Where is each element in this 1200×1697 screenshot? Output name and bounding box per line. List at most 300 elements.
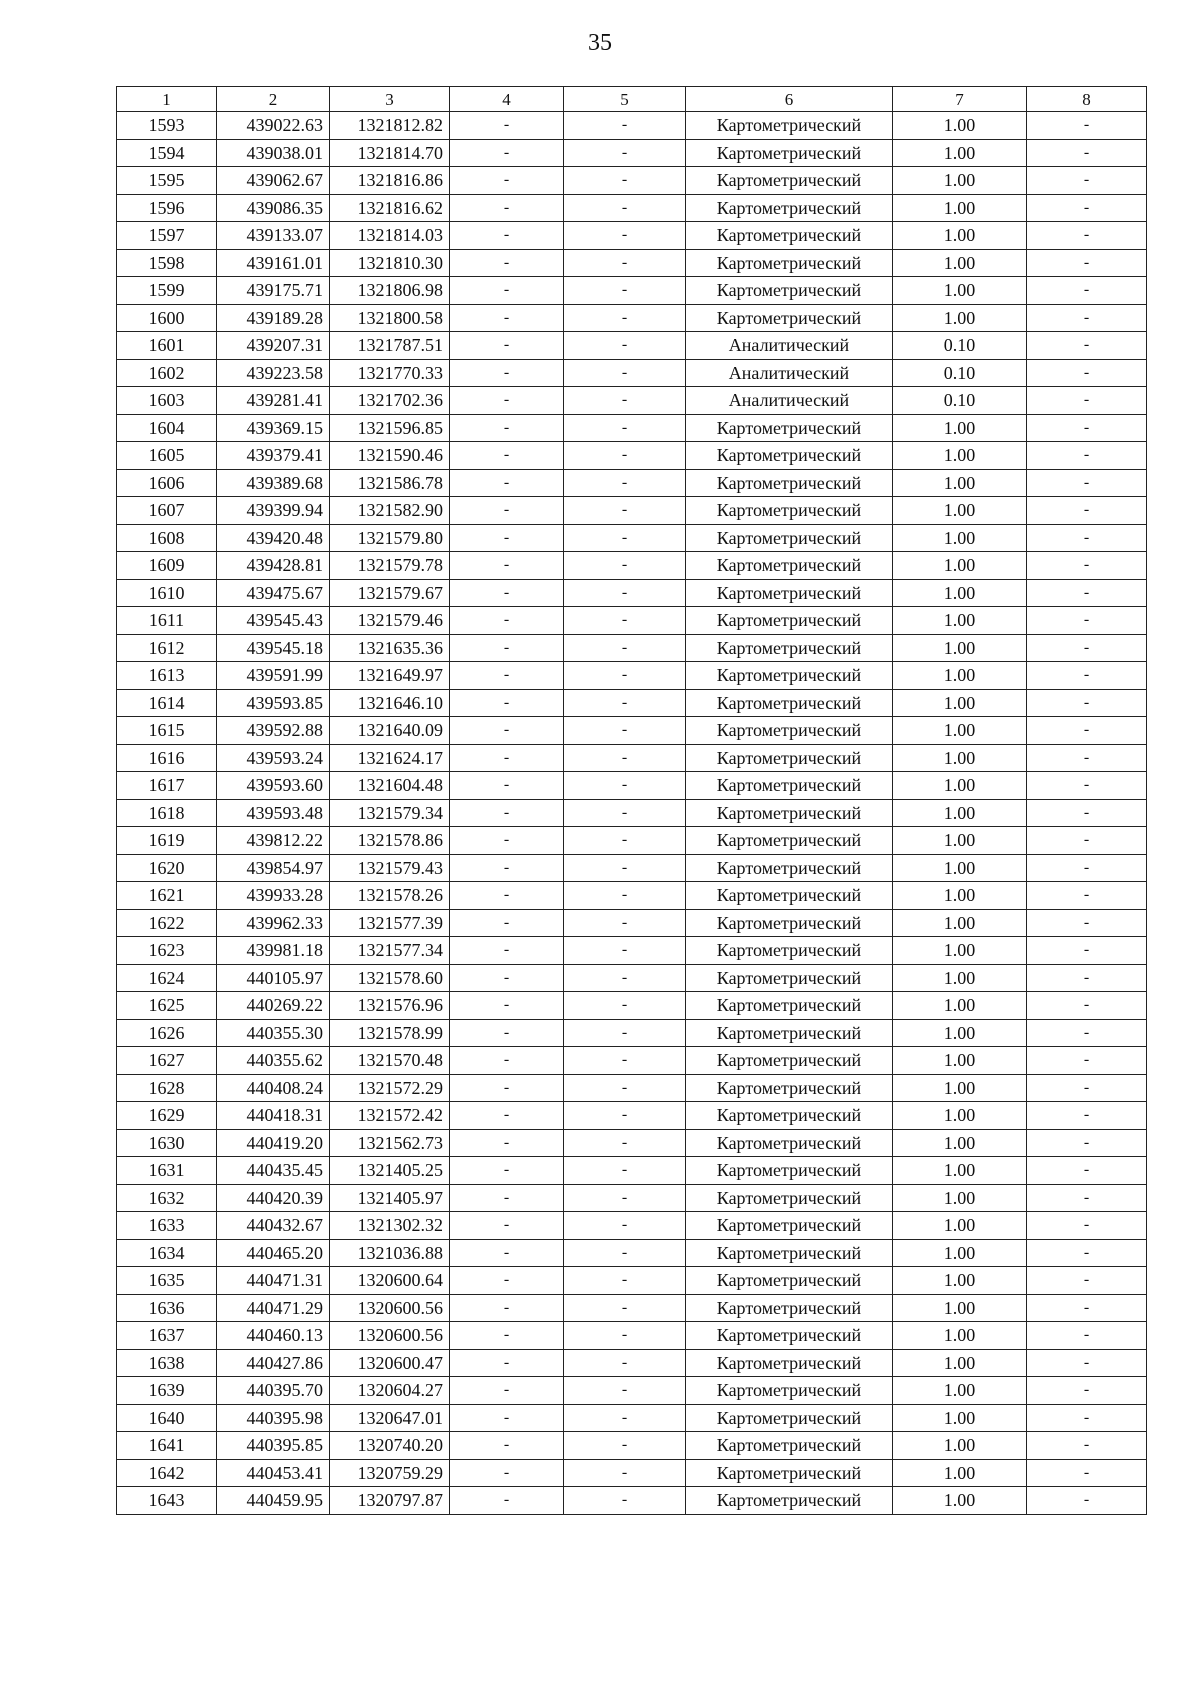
- column-5-value-cell: -: [564, 139, 686, 167]
- column-8-value-cell: -: [1027, 1322, 1147, 1350]
- table-row: [117, 249, 1147, 277]
- point-number-cell: 1620: [117, 854, 217, 882]
- column-header-3: 3: [330, 87, 450, 112]
- method-cell: Картометрический: [686, 1129, 893, 1157]
- coordinate-y-cell: 1321582.90: [330, 497, 450, 525]
- column-5-value-cell: -: [564, 1349, 686, 1377]
- column-header-5: 5: [564, 87, 686, 112]
- column-8-value-cell: -: [1027, 1459, 1147, 1487]
- coordinate-y-cell: 1320759.29: [330, 1459, 450, 1487]
- table-row: [117, 992, 1147, 1020]
- coordinate-y-cell: 1321579.43: [330, 854, 450, 882]
- point-number-cell: 1615: [117, 717, 217, 745]
- accuracy-cell: 1.00: [893, 112, 1027, 140]
- column-5-value-cell: -: [564, 552, 686, 580]
- column-4-value-cell: -: [450, 827, 564, 855]
- column-5-value-cell: -: [564, 662, 686, 690]
- accuracy-cell: 1.00: [893, 497, 1027, 525]
- table-row: [117, 359, 1147, 387]
- column-4-value-cell: -: [450, 744, 564, 772]
- accuracy-cell: 1.00: [893, 249, 1027, 277]
- coordinate-x-cell: 439022.63: [217, 112, 330, 140]
- method-cell: Картометрический: [686, 497, 893, 525]
- column-5-value-cell: -: [564, 1294, 686, 1322]
- point-number-cell: 1643: [117, 1487, 217, 1515]
- method-cell: Картометрический: [686, 1074, 893, 1102]
- coordinate-y-cell: 1321579.67: [330, 579, 450, 607]
- accuracy-cell: 1.00: [893, 1239, 1027, 1267]
- table-row: [117, 1487, 1147, 1515]
- column-4-value-cell: -: [450, 139, 564, 167]
- point-number-cell: 1625: [117, 992, 217, 1020]
- column-8-value-cell: -: [1027, 882, 1147, 910]
- point-number-cell: 1616: [117, 744, 217, 772]
- table-row: [117, 469, 1147, 497]
- column-8-value-cell: -: [1027, 1212, 1147, 1240]
- method-cell: Картометрический: [686, 744, 893, 772]
- coordinate-x-cell: 439369.15: [217, 414, 330, 442]
- table-row: [117, 882, 1147, 910]
- point-number-cell: 1612: [117, 634, 217, 662]
- column-8-value-cell: -: [1027, 964, 1147, 992]
- coordinate-x-cell: 439420.48: [217, 524, 330, 552]
- table-row: [117, 1129, 1147, 1157]
- method-cell: Картометрический: [686, 1047, 893, 1075]
- column-5-value-cell: -: [564, 799, 686, 827]
- accuracy-cell: 1.00: [893, 799, 1027, 827]
- column-4-value-cell: -: [450, 992, 564, 1020]
- accuracy-cell: 1.00: [893, 1349, 1027, 1377]
- column-8-value-cell: -: [1027, 552, 1147, 580]
- coordinate-y-cell: 1321579.46: [330, 607, 450, 635]
- column-5-value-cell: -: [564, 744, 686, 772]
- method-cell: Картометрический: [686, 222, 893, 250]
- accuracy-cell: 1.00: [893, 882, 1027, 910]
- coordinate-x-cell: 440460.13: [217, 1322, 330, 1350]
- table-row: [117, 964, 1147, 992]
- coordinate-y-cell: 1321572.42: [330, 1102, 450, 1130]
- column-4-value-cell: -: [450, 772, 564, 800]
- table-row: [117, 497, 1147, 525]
- coordinate-x-cell: 439981.18: [217, 937, 330, 965]
- accuracy-cell: 1.00: [893, 744, 1027, 772]
- column-5-value-cell: -: [564, 772, 686, 800]
- coordinate-x-cell: 440471.31: [217, 1267, 330, 1295]
- column-8-value-cell: -: [1027, 634, 1147, 662]
- accuracy-cell: 1.00: [893, 827, 1027, 855]
- point-number-cell: 1630: [117, 1129, 217, 1157]
- accuracy-cell: 1.00: [893, 524, 1027, 552]
- accuracy-cell: 1.00: [893, 1377, 1027, 1405]
- coordinate-y-cell: 1320604.27: [330, 1377, 450, 1405]
- column-5-value-cell: -: [564, 1377, 686, 1405]
- point-number-cell: 1594: [117, 139, 217, 167]
- coordinate-x-cell: 440408.24: [217, 1074, 330, 1102]
- column-5-value-cell: -: [564, 1212, 686, 1240]
- column-8-value-cell: -: [1027, 1377, 1147, 1405]
- table-row: [117, 524, 1147, 552]
- method-cell: Картометрический: [686, 937, 893, 965]
- coordinate-x-cell: 439545.18: [217, 634, 330, 662]
- column-4-value-cell: -: [450, 1432, 564, 1460]
- coordinate-y-cell: 1321816.62: [330, 194, 450, 222]
- column-5-value-cell: -: [564, 854, 686, 882]
- column-8-value-cell: -: [1027, 1267, 1147, 1295]
- column-8-value-cell: -: [1027, 359, 1147, 387]
- column-8-value-cell: -: [1027, 854, 1147, 882]
- page-number: 35: [588, 30, 612, 56]
- method-cell: Картометрический: [686, 882, 893, 910]
- method-cell: Картометрический: [686, 799, 893, 827]
- column-5-value-cell: -: [564, 1487, 686, 1515]
- table-row: [117, 854, 1147, 882]
- column-4-value-cell: -: [450, 1157, 564, 1185]
- coordinate-y-cell: 1321405.97: [330, 1184, 450, 1212]
- table-row: [117, 222, 1147, 250]
- accuracy-cell: 1.00: [893, 1074, 1027, 1102]
- column-8-value-cell: -: [1027, 414, 1147, 442]
- coordinate-x-cell: 439207.31: [217, 332, 330, 360]
- point-number-cell: 1642: [117, 1459, 217, 1487]
- method-cell: Картометрический: [686, 579, 893, 607]
- coordinate-x-cell: 439933.28: [217, 882, 330, 910]
- coordinate-y-cell: 1321770.33: [330, 359, 450, 387]
- point-number-cell: 1622: [117, 909, 217, 937]
- table-header-row: [117, 87, 1147, 112]
- column-8-value-cell: -: [1027, 579, 1147, 607]
- method-cell: Картометрический: [686, 1404, 893, 1432]
- coordinate-x-cell: 439189.28: [217, 304, 330, 332]
- coordinate-y-cell: 1321586.78: [330, 469, 450, 497]
- point-number-cell: 1626: [117, 1019, 217, 1047]
- table-row: [117, 689, 1147, 717]
- column-5-value-cell: -: [564, 1459, 686, 1487]
- column-5-value-cell: -: [564, 1129, 686, 1157]
- column-5-value-cell: -: [564, 717, 686, 745]
- accuracy-cell: 1.00: [893, 1129, 1027, 1157]
- column-8-value-cell: -: [1027, 744, 1147, 772]
- column-5-value-cell: -: [564, 469, 686, 497]
- table-row: [117, 387, 1147, 415]
- coordinate-x-cell: 439399.94: [217, 497, 330, 525]
- point-number-cell: 1603: [117, 387, 217, 415]
- column-4-value-cell: -: [450, 1019, 564, 1047]
- column-5-value-cell: -: [564, 112, 686, 140]
- column-8-value-cell: -: [1027, 332, 1147, 360]
- coordinate-y-cell: 1320600.56: [330, 1294, 450, 1322]
- point-number-cell: 1614: [117, 689, 217, 717]
- table-row: [117, 717, 1147, 745]
- column-4-value-cell: -: [450, 1074, 564, 1102]
- column-5-value-cell: -: [564, 1074, 686, 1102]
- column-4-value-cell: -: [450, 469, 564, 497]
- accuracy-cell: 1.00: [893, 607, 1027, 635]
- table-row: [117, 799, 1147, 827]
- coordinate-x-cell: 440427.86: [217, 1349, 330, 1377]
- column-8-value-cell: -: [1027, 277, 1147, 305]
- column-8-value-cell: -: [1027, 442, 1147, 470]
- column-8-value-cell: -: [1027, 139, 1147, 167]
- point-number-cell: 1619: [117, 827, 217, 855]
- column-5-value-cell: -: [564, 222, 686, 250]
- coordinate-x-cell: 440418.31: [217, 1102, 330, 1130]
- point-number-cell: 1601: [117, 332, 217, 360]
- coordinate-y-cell: 1321302.32: [330, 1212, 450, 1240]
- column-5-value-cell: -: [564, 607, 686, 635]
- table-row: [117, 744, 1147, 772]
- accuracy-cell: 0.10: [893, 332, 1027, 360]
- method-cell: Картометрический: [686, 1157, 893, 1185]
- point-number-cell: 1629: [117, 1102, 217, 1130]
- column-5-value-cell: -: [564, 1322, 686, 1350]
- accuracy-cell: 1.00: [893, 992, 1027, 1020]
- column-4-value-cell: -: [450, 277, 564, 305]
- coordinate-y-cell: 1321576.96: [330, 992, 450, 1020]
- table-row: [117, 1157, 1147, 1185]
- coordinate-y-cell: 1321596.85: [330, 414, 450, 442]
- coordinate-x-cell: 439133.07: [217, 222, 330, 250]
- method-cell: Картометрический: [686, 662, 893, 690]
- column-8-value-cell: -: [1027, 662, 1147, 690]
- accuracy-cell: 0.10: [893, 359, 1027, 387]
- column-5-value-cell: -: [564, 1019, 686, 1047]
- accuracy-cell: 1.00: [893, 469, 1027, 497]
- column-5-value-cell: -: [564, 964, 686, 992]
- column-header-1: 1: [117, 87, 217, 112]
- method-cell: Картометрический: [686, 1459, 893, 1487]
- accuracy-cell: 1.00: [893, 909, 1027, 937]
- point-number-cell: 1597: [117, 222, 217, 250]
- column-header-7: 7: [893, 87, 1027, 112]
- method-cell: Картометрический: [686, 607, 893, 635]
- table-row: [117, 442, 1147, 470]
- accuracy-cell: 1.00: [893, 1157, 1027, 1185]
- column-4-value-cell: -: [450, 332, 564, 360]
- method-cell: Картометрический: [686, 1102, 893, 1130]
- accuracy-cell: 1.00: [893, 937, 1027, 965]
- coordinate-x-cell: 439062.67: [217, 167, 330, 195]
- point-number-cell: 1628: [117, 1074, 217, 1102]
- coordinate-x-cell: 439812.22: [217, 827, 330, 855]
- column-4-value-cell: -: [450, 662, 564, 690]
- coordinate-y-cell: 1321579.80: [330, 524, 450, 552]
- accuracy-cell: 1.00: [893, 662, 1027, 690]
- column-header-4: 4: [450, 87, 564, 112]
- table-row: [117, 1322, 1147, 1350]
- column-8-value-cell: -: [1027, 194, 1147, 222]
- column-8-value-cell: -: [1027, 827, 1147, 855]
- accuracy-cell: 1.00: [893, 1019, 1027, 1047]
- column-5-value-cell: -: [564, 689, 686, 717]
- accuracy-cell: 1.00: [893, 1432, 1027, 1460]
- method-cell: Картометрический: [686, 249, 893, 277]
- coordinate-x-cell: 440395.70: [217, 1377, 330, 1405]
- accuracy-cell: 1.00: [893, 964, 1027, 992]
- accuracy-cell: 1.00: [893, 854, 1027, 882]
- table-row: [117, 634, 1147, 662]
- table-row: [117, 937, 1147, 965]
- column-5-value-cell: -: [564, 167, 686, 195]
- coordinate-x-cell: 439175.71: [217, 277, 330, 305]
- coordinate-y-cell: 1321578.86: [330, 827, 450, 855]
- coordinate-y-cell: 1321806.98: [330, 277, 450, 305]
- table-row: [117, 909, 1147, 937]
- accuracy-cell: 1.00: [893, 1047, 1027, 1075]
- column-5-value-cell: -: [564, 332, 686, 360]
- coordinates-table: [116, 86, 1147, 1515]
- column-5-value-cell: -: [564, 1267, 686, 1295]
- point-number-cell: 1641: [117, 1432, 217, 1460]
- coordinate-x-cell: 440355.62: [217, 1047, 330, 1075]
- column-4-value-cell: -: [450, 249, 564, 277]
- column-8-value-cell: -: [1027, 222, 1147, 250]
- table-row: [117, 332, 1147, 360]
- coordinate-x-cell: 440471.29: [217, 1294, 330, 1322]
- point-number-cell: 1639: [117, 1377, 217, 1405]
- coordinate-y-cell: 1320647.01: [330, 1404, 450, 1432]
- table-row: [117, 1047, 1147, 1075]
- coordinate-x-cell: 439593.60: [217, 772, 330, 800]
- accuracy-cell: 1.00: [893, 139, 1027, 167]
- point-number-cell: 1624: [117, 964, 217, 992]
- column-5-value-cell: -: [564, 442, 686, 470]
- coordinate-x-cell: 439593.85: [217, 689, 330, 717]
- column-4-value-cell: -: [450, 112, 564, 140]
- point-number-cell: 1621: [117, 882, 217, 910]
- coordinate-y-cell: 1321800.58: [330, 304, 450, 332]
- column-4-value-cell: -: [450, 1047, 564, 1075]
- coordinate-x-cell: 439854.97: [217, 854, 330, 882]
- method-cell: Картометрический: [686, 304, 893, 332]
- column-5-value-cell: -: [564, 579, 686, 607]
- column-8-value-cell: -: [1027, 1349, 1147, 1377]
- coordinate-x-cell: 439086.35: [217, 194, 330, 222]
- column-4-value-cell: -: [450, 717, 564, 745]
- column-5-value-cell: -: [564, 387, 686, 415]
- accuracy-cell: 1.00: [893, 222, 1027, 250]
- method-cell: Картометрический: [686, 469, 893, 497]
- column-4-value-cell: -: [450, 1404, 564, 1432]
- table-row: [117, 304, 1147, 332]
- coordinate-y-cell: 1321578.26: [330, 882, 450, 910]
- column-4-value-cell: -: [450, 1294, 564, 1322]
- coordinate-y-cell: 1321578.99: [330, 1019, 450, 1047]
- column-4-value-cell: -: [450, 497, 564, 525]
- accuracy-cell: 0.10: [893, 387, 1027, 415]
- method-cell: Картометрический: [686, 277, 893, 305]
- column-4-value-cell: -: [450, 1322, 564, 1350]
- accuracy-cell: 1.00: [893, 304, 1027, 332]
- coordinate-x-cell: 440459.95: [217, 1487, 330, 1515]
- coordinate-y-cell: 1321702.36: [330, 387, 450, 415]
- coordinate-y-cell: 1321787.51: [330, 332, 450, 360]
- coordinate-y-cell: 1321572.29: [330, 1074, 450, 1102]
- point-number-cell: 1600: [117, 304, 217, 332]
- column-8-value-cell: -: [1027, 937, 1147, 965]
- accuracy-cell: 1.00: [893, 1184, 1027, 1212]
- column-4-value-cell: -: [450, 387, 564, 415]
- column-5-value-cell: -: [564, 1432, 686, 1460]
- coordinate-x-cell: 440420.39: [217, 1184, 330, 1212]
- column-4-value-cell: -: [450, 552, 564, 580]
- column-8-value-cell: -: [1027, 1487, 1147, 1515]
- accuracy-cell: 1.00: [893, 1294, 1027, 1322]
- coordinate-x-cell: 439592.88: [217, 717, 330, 745]
- column-5-value-cell: -: [564, 882, 686, 910]
- method-cell: Картометрический: [686, 1019, 893, 1047]
- method-cell: Картометрический: [686, 634, 893, 662]
- coordinate-y-cell: 1321590.46: [330, 442, 450, 470]
- column-5-value-cell: -: [564, 1184, 686, 1212]
- column-8-value-cell: -: [1027, 772, 1147, 800]
- method-cell: Аналитический: [686, 387, 893, 415]
- method-cell: Картометрический: [686, 1349, 893, 1377]
- method-cell: Картометрический: [686, 772, 893, 800]
- column-4-value-cell: -: [450, 799, 564, 827]
- coordinate-x-cell: 439545.43: [217, 607, 330, 635]
- column-5-value-cell: -: [564, 937, 686, 965]
- point-number-cell: 1602: [117, 359, 217, 387]
- coordinate-x-cell: 440432.67: [217, 1212, 330, 1240]
- point-number-cell: 1637: [117, 1322, 217, 1350]
- column-8-value-cell: -: [1027, 469, 1147, 497]
- method-cell: Картометрический: [686, 909, 893, 937]
- coordinate-y-cell: 1321036.88: [330, 1239, 450, 1267]
- coordinate-y-cell: 1321577.39: [330, 909, 450, 937]
- coordinate-x-cell: 439379.41: [217, 442, 330, 470]
- method-cell: Картометрический: [686, 524, 893, 552]
- accuracy-cell: 1.00: [893, 579, 1027, 607]
- coordinate-y-cell: 1321810.30: [330, 249, 450, 277]
- coordinate-x-cell: 440453.41: [217, 1459, 330, 1487]
- column-4-value-cell: -: [450, 964, 564, 992]
- column-5-value-cell: -: [564, 359, 686, 387]
- table-row: [117, 277, 1147, 305]
- column-8-value-cell: -: [1027, 1239, 1147, 1267]
- column-8-value-cell: -: [1027, 1074, 1147, 1102]
- method-cell: Картометрический: [686, 167, 893, 195]
- method-cell: Картометрический: [686, 139, 893, 167]
- coordinate-x-cell: 439475.67: [217, 579, 330, 607]
- accuracy-cell: 1.00: [893, 552, 1027, 580]
- method-cell: Картометрический: [686, 689, 893, 717]
- coordinate-x-cell: 439593.24: [217, 744, 330, 772]
- point-number-cell: 1617: [117, 772, 217, 800]
- column-4-value-cell: -: [450, 167, 564, 195]
- method-cell: Картометрический: [686, 1377, 893, 1405]
- method-cell: Аналитический: [686, 332, 893, 360]
- method-cell: Картометрический: [686, 1432, 893, 1460]
- coordinate-y-cell: 1321577.34: [330, 937, 450, 965]
- column-4-value-cell: -: [450, 882, 564, 910]
- column-5-value-cell: -: [564, 1102, 686, 1130]
- coordinate-y-cell: 1321649.97: [330, 662, 450, 690]
- point-number-cell: 1607: [117, 497, 217, 525]
- table-row: [117, 1267, 1147, 1295]
- table-row: [117, 772, 1147, 800]
- point-number-cell: 1613: [117, 662, 217, 690]
- method-cell: Картометрический: [686, 1184, 893, 1212]
- coordinate-y-cell: 1321579.34: [330, 799, 450, 827]
- table-row: [117, 1349, 1147, 1377]
- column-8-value-cell: -: [1027, 799, 1147, 827]
- accuracy-cell: 1.00: [893, 414, 1027, 442]
- coordinate-y-cell: 1321578.60: [330, 964, 450, 992]
- column-5-value-cell: -: [564, 497, 686, 525]
- table-row: [117, 552, 1147, 580]
- accuracy-cell: 1.00: [893, 689, 1027, 717]
- coordinate-x-cell: 439428.81: [217, 552, 330, 580]
